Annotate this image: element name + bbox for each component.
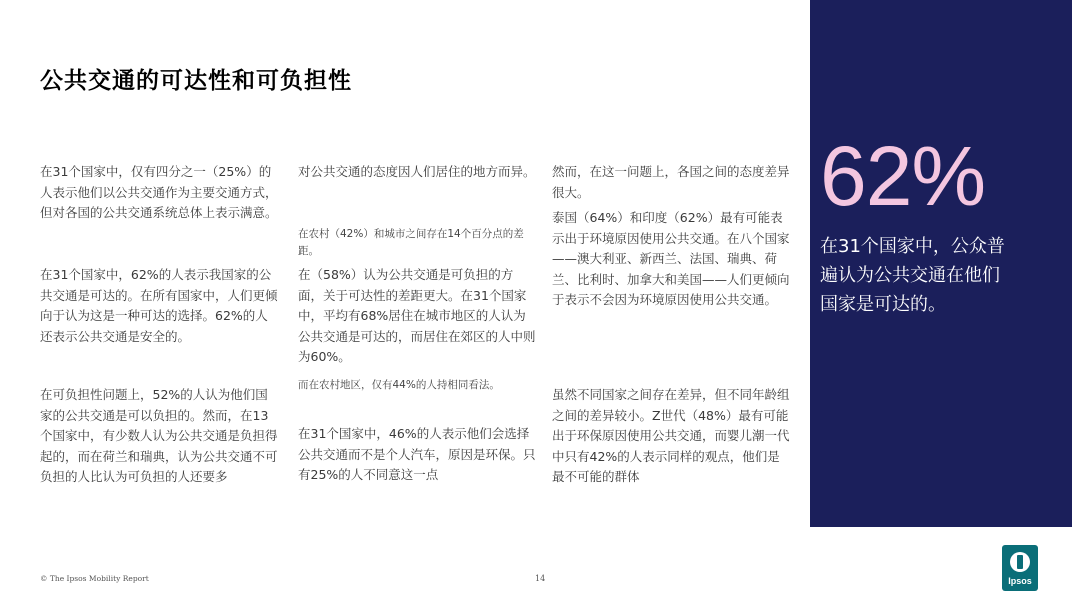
highlight-description: 在31个国家中，公众普遍认为公共交通在他们国家是可达的。 [820, 236, 1005, 315]
paragraph: 在可负担性问题上，52%的人认为他们国家的公共交通是可以负担的。然而，在13个国家中，有少数人认为公共交通是负担得起的，而在荷兰和瑞典，认为公共交通不可负担的人比认为可负担的人还要多 [40, 387, 278, 484]
paragraph: 虽然不同国家之间存在差异，但不同年龄组之间的差异较小。Z世代（48%）最有可能出于环保原因使用公共交通，而婴儿潮一代中只有42%的人表示同样的观点，他们是最不可能的群体 [552, 387, 790, 484]
paragraph-small: 而在农村地区，仅有44%的人持相同看法。 [298, 379, 500, 391]
paragraph: 在31个国家中，46%的人表示他们会选择公共交通而不是个人汽车，原因是环保。只有25%的人不同意这一点 [298, 426, 536, 482]
paragraph: 在31个国家中，仅有四分之一（25%）的人表示他们以公共交通作为主要交通方式，但对各国的公共交通系统总体上表示满意。 [40, 164, 278, 220]
page-number: 14 [535, 574, 546, 583]
paragraph: 在31个国家中，62%的人表示我国家的公共交通是可达的。在所有国家中，人们更倾向于认为这是一种可达的选择。62%的人还表示公共交通是安全的。 [40, 267, 278, 344]
footer-copyright: © The Ipsos Mobility Report [40, 574, 149, 583]
page-title: 公共交通的可达性和可负担性 [40, 68, 352, 94]
paragraph: 在（58%）认为公共交通是可负担的方面，关于可达性的差距更大。在31个国家中，平均有68%居住在城市地区的人认为公共交通是可达的，而居住在郊区的人中则为60%。 [298, 267, 536, 364]
paragraph: 对公共交通的态度因人们居住的地方而异。 [298, 164, 536, 179]
logo-emblem-icon [1009, 551, 1031, 573]
logo-wordmark: Ipsos [1008, 576, 1032, 586]
highlight-stat: 62% [820, 129, 986, 223]
paragraph: 然而，在这一问题上，各国之间的态度差异很大。 [552, 164, 790, 200]
ipsos-logo [1002, 545, 1038, 591]
paragraph: 泰国（64%）和印度（62%）最有可能表示出于环境原因使用公共交通。在八个国家——澳大利亚、新西兰、法国、瑞典、荷兰、比利时、加拿大和美国——人们更倾向于表示不会因为环境原因使用公共交通。 [552, 210, 790, 307]
paragraph-small: 在农村（42%）和城市之间存在14个百分点的差距。 [298, 228, 524, 257]
